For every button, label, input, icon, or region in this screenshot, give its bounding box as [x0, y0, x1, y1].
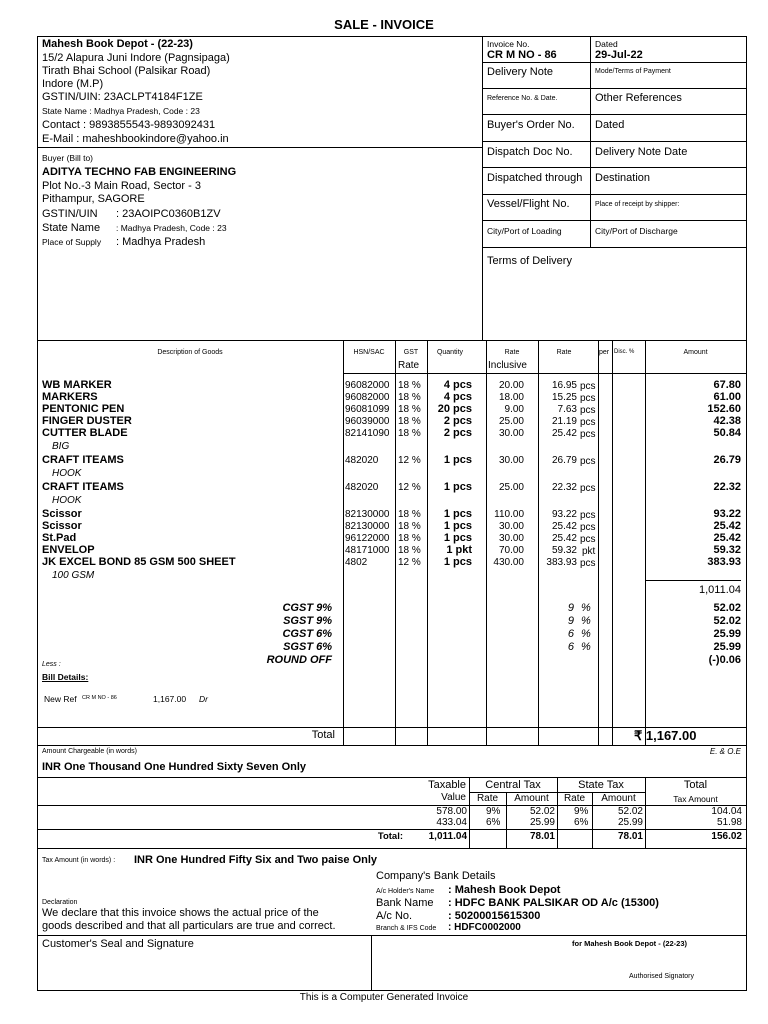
ts-central-rate: 6%: [486, 817, 501, 828]
item-gst-rate: 18 %: [398, 545, 421, 556]
item-per: pcs: [580, 429, 596, 440]
item-rate: 25.42: [551, 533, 577, 544]
account-holder: : Mahesh Book Depot: [448, 884, 561, 896]
item-note: 100 GSM: [52, 570, 95, 581]
ts-taxable: Taxable: [428, 779, 466, 791]
header-gst-rate: Rate: [398, 360, 420, 371]
item-description: Scissor: [42, 520, 82, 532]
item-quantity: 2 pcs: [443, 427, 472, 439]
item-rate-inclusive: 30.00: [498, 428, 524, 439]
item-description: ENVELOP: [42, 544, 95, 556]
divider: [482, 114, 746, 115]
ts-central-amount: 52.02: [529, 806, 555, 817]
item-description: JK EXCEL BOND 85 GSM 500 SHEET: [42, 556, 236, 568]
ts-rate: Rate: [563, 793, 586, 804]
order-dated: Dated: [595, 119, 625, 131]
ts-taxable-value: 433.04: [436, 817, 467, 828]
item-quantity: 4 pcs: [443, 379, 472, 391]
new-ref-amount: 1,167.00: [153, 694, 187, 704]
total-label: Total: [311, 729, 335, 741]
tax-rate: 9: [567, 615, 574, 627]
item-description: FINGER DUSTER: [42, 415, 132, 427]
item-hsn: 96082000: [345, 380, 390, 391]
item-amount: 25.42: [713, 520, 741, 532]
item-rate-inclusive: 25.00: [498, 416, 524, 427]
item-amount: 152.60: [707, 403, 741, 415]
dispatched-through: Dispatched through: [487, 172, 583, 184]
tax-label: CGST 9%: [282, 602, 332, 614]
tax-words-label: Tax Amount (in words) :: [42, 857, 116, 864]
tax-amount: 52.02: [713, 615, 741, 627]
item-hsn: 48171000: [345, 545, 390, 556]
ts-total-central: 78.01: [529, 831, 555, 842]
item-description: PENTONIC PEN: [42, 403, 125, 415]
ts-total: Total: [683, 779, 708, 791]
item-hsn: 82130000: [345, 509, 390, 520]
port-of-loading: City/Port of Loading: [487, 226, 562, 236]
item-rate-inclusive: 110.00: [494, 509, 524, 520]
header-disc: Disc. %: [614, 349, 635, 355]
item-rate: 25.42: [551, 521, 577, 532]
authorised-signatory: Authorised Signatory: [629, 973, 694, 980]
seller-name: Mahesh Book Depot - (22-23): [42, 38, 193, 50]
divider: [482, 62, 746, 63]
buyer-label: Buyer (Bill to): [42, 153, 94, 163]
item-quantity: 2 pcs: [443, 415, 472, 427]
item-rate: 26.79: [551, 455, 577, 466]
seller-address: 15/2 Alapura Juni Indore (Pagnsipaga): [42, 52, 230, 64]
item-description: CRAFT ITEAMS: [42, 481, 124, 493]
divider: [482, 194, 746, 195]
divider: [482, 167, 746, 168]
item-hsn: 482020: [345, 482, 379, 493]
amount-words-label: Amount Chargeable (in words): [42, 748, 137, 755]
footer-note: This is a Computer Generated Invoice: [299, 992, 469, 1003]
item-hsn: 96082000: [345, 392, 390, 403]
item-description: Scissor: [42, 508, 82, 520]
item-amount: 50.84: [713, 427, 741, 439]
tax-label: CGST 6%: [282, 628, 332, 640]
tax-percent: %: [581, 602, 591, 614]
other-references: Other References: [595, 92, 682, 104]
declaration-label: Declaration: [42, 899, 78, 906]
ts-amount: Amount: [514, 793, 549, 804]
tax-rate: 9: [567, 602, 574, 614]
item-note: HOOK: [52, 468, 82, 479]
item-amount: 383.93: [707, 556, 741, 568]
item-hsn: 4802: [345, 557, 368, 568]
item-quantity: 20 pcs: [437, 403, 472, 415]
item-amount: 22.32: [713, 481, 741, 493]
buyer-gstin-label: GSTIN/UIN: [42, 208, 98, 220]
tax-amount: (-)0.06: [708, 654, 741, 666]
item-rate: 15.25: [551, 392, 577, 403]
seller-contact: Contact : 9893855543-9893092431: [42, 119, 216, 131]
header-rate-inclusive: Rate: [504, 349, 520, 356]
header-gst: GST: [403, 349, 419, 356]
item-quantity: 1 pcs: [443, 508, 472, 520]
bank-title: Company's Bank Details: [376, 870, 496, 882]
item-rate: 93.22: [551, 509, 577, 520]
ts-state-rate: 9%: [574, 806, 589, 817]
item-rate-inclusive: 18.00: [498, 392, 524, 403]
delivery-note: Delivery Note: [487, 66, 554, 78]
ts-state-tax: State Tax: [578, 779, 624, 791]
seller-address: Tirath Bhai School (Palsikar Road): [42, 65, 211, 77]
tax-amount-in-words: INR One Hundred Fifty Six and Two paise Only: [134, 854, 378, 866]
for-company: for Mahesh Book Depot - (22-23): [571, 939, 687, 948]
grand-total: ₹ 1,167.00: [634, 728, 697, 743]
bill-details-label: Bill Details:: [42, 672, 89, 682]
item-rate-inclusive: 25.00: [498, 482, 524, 493]
item-quantity: 1 pcs: [443, 556, 472, 568]
tax-rate: 6: [567, 641, 574, 653]
buyer-address: Plot No.-3 Main Road, Sector - 3: [42, 180, 201, 192]
item-gst-rate: 12 %: [398, 557, 421, 568]
mode-terms: Mode/Terms of Payment: [595, 68, 671, 75]
item-hsn: 96122000: [345, 533, 390, 544]
divider: [482, 141, 746, 142]
declaration-text: We declare that this invoice shows the actual price of the: [42, 907, 319, 919]
item-rate: 7.63: [557, 404, 577, 415]
item-amount: 93.22: [713, 508, 741, 520]
invoice-no: CR M NO - 86: [487, 49, 557, 61]
item-amount: 61.00: [713, 391, 741, 403]
buyer-gstin: : 23AOIPC0360B1ZV: [116, 208, 221, 220]
buyer-state: : Madhya Pradesh, Code : 23: [116, 223, 227, 233]
item-rate-inclusive: 9.00: [504, 404, 524, 415]
reference-no: Reference No. & Date.: [487, 95, 558, 102]
buyers-order-no: Buyer's Order No.: [487, 119, 575, 131]
item-quantity: 1 pcs: [443, 481, 472, 493]
item-rate: 21.19: [551, 416, 577, 427]
header-per: per: [599, 349, 610, 356]
invoice-date: 29-Jul-22: [595, 49, 643, 61]
item-per: pcs: [580, 381, 596, 392]
item-gst-rate: 18 %: [398, 404, 421, 415]
item-gst-rate: 12 %: [398, 455, 421, 466]
header-amount: Amount: [683, 349, 708, 356]
buyer-name: ADITYA TECHNO FAB ENGINEERING: [42, 166, 237, 178]
item-per: pcs: [580, 558, 596, 569]
item-gst-rate: 12 %: [398, 482, 421, 493]
amount-in-words: INR One Thousand One Hundred Sixty Seven Only: [42, 761, 307, 773]
item-gst-rate: 18 %: [398, 392, 421, 403]
buyer-state-label: State Name: [42, 222, 101, 234]
tax-label: SGST 6%: [283, 641, 332, 653]
item-amount: 26.79: [713, 454, 741, 466]
ts-state-rate: 6%: [574, 817, 589, 828]
port-of-discharge: City/Port of Discharge: [595, 226, 678, 236]
item-amount: 25.42: [713, 532, 741, 544]
item-quantity: 1 pkt: [446, 544, 472, 556]
ts-total-tax: 156.02: [711, 831, 742, 842]
seller-email: E-Mail : maheshbookindore@yahoo.in: [42, 133, 229, 145]
buyer-address: Pithampur, SAGORE: [42, 193, 145, 205]
tax-percent: %: [581, 615, 591, 627]
vessel-flight-no: Vessel/Flight No.: [487, 198, 570, 210]
terms-of-delivery: Terms of Delivery: [487, 255, 572, 267]
ifsc-code: : HDFC0002000: [448, 922, 521, 933]
item-quantity: 4 pcs: [443, 391, 472, 403]
divider: [482, 247, 746, 248]
item-rate: 16.95: [551, 380, 577, 391]
header-quantity: Quantity: [436, 349, 464, 356]
seller-address: Indore (M.P): [42, 78, 104, 90]
item-gst-rate: 18 %: [398, 428, 421, 439]
new-ref-label: New Ref: [44, 694, 77, 704]
ts-total-taxable: 1,011.04: [428, 831, 467, 842]
item-per: pcs: [580, 522, 596, 533]
item-hsn: 82130000: [345, 521, 390, 532]
new-ref-dr: Dr: [199, 694, 208, 704]
new-ref-no: CR M NO - 86: [82, 695, 117, 701]
item-rate: 25.42: [551, 428, 577, 439]
item-gst-rate: 18 %: [398, 509, 421, 520]
item-rate-inclusive: 430.00: [493, 557, 524, 568]
item-rate-inclusive: 70.00: [498, 545, 524, 556]
ts-taxable-value: 578.00: [436, 806, 467, 817]
item-hsn: 96081099: [345, 404, 390, 415]
item-gst-rate: 18 %: [398, 521, 421, 532]
divider: [482, 220, 746, 221]
delivery-note-date: Delivery Note Date: [595, 146, 688, 158]
ts-total-state: 78.01: [617, 831, 643, 842]
ts-tax-amount: Tax Amount: [673, 794, 718, 804]
ts-amount: Amount: [601, 793, 636, 804]
ts-rate: Rate: [476, 793, 499, 804]
item-per: pkt: [582, 546, 596, 557]
item-per: pcs: [580, 417, 596, 428]
item-rate-inclusive: 20.00: [498, 380, 524, 391]
item-rate: 59.32: [551, 545, 577, 556]
item-amount: 67.80: [713, 379, 741, 391]
ifsc-label: Branch & IFS Code: [376, 925, 437, 932]
ts-central-rate: 9%: [486, 806, 501, 817]
tax-amount: 52.02: [713, 602, 741, 614]
dated-label: Dated: [595, 39, 618, 49]
subtotal: 1,011.04: [698, 584, 741, 596]
item-hsn: 96039000: [345, 416, 390, 427]
eoe: E. & O.E: [709, 747, 741, 756]
ts-total-tax-amount: 104.04: [711, 806, 742, 817]
ts-state-amount: 52.02: [617, 806, 643, 817]
item-hsn: 482020: [345, 455, 379, 466]
item-rate: 22.32: [551, 482, 577, 493]
account-no: : 50200015615300: [448, 910, 541, 922]
holder-label: A/c Holder's Name: [376, 888, 435, 895]
divider: [482, 88, 746, 89]
place-of-supply: : Madhya Pradesh: [116, 236, 206, 248]
header-description: Description of Goods: [157, 349, 223, 356]
ts-central-tax: Central Tax: [485, 779, 541, 791]
tax-amount: 25.99: [713, 641, 741, 653]
item-per: pcs: [580, 534, 596, 545]
item-description: MARKERS: [42, 391, 98, 403]
ts-value: Value: [441, 792, 466, 803]
dispatch-doc-no: Dispatch Doc No.: [487, 146, 573, 158]
seller-gstin: GSTIN/UIN: 23ACLPT4184F1ZE: [42, 91, 203, 103]
declaration-text: goods described and that all particulars are true and correct.: [42, 920, 336, 932]
ts-total-tax-amount: 51.98: [716, 817, 742, 828]
item-rate-inclusive: 30.00: [498, 455, 524, 466]
item-description: CUTTER BLADE: [42, 427, 128, 439]
item-gst-rate: 18 %: [398, 416, 421, 427]
ts-total-label: Total:: [377, 831, 403, 842]
seller-state: State Name : Madhya Pradesh, Code : 23: [42, 106, 200, 116]
ts-central-amount: 25.99: [529, 817, 555, 828]
tax-rate: 6: [567, 628, 574, 640]
item-gst-rate: 18 %: [398, 533, 421, 544]
item-rate: 383.93: [546, 557, 577, 568]
destination: Destination: [595, 172, 651, 184]
tax-percent: %: [581, 628, 591, 640]
item-amount: 42.38: [713, 415, 741, 427]
item-per: pcs: [580, 483, 596, 494]
header-inclusive: Inclusive: [488, 360, 527, 371]
item-quantity: 1 pcs: [443, 532, 472, 544]
invoice-title: SALE - INVOICE: [334, 17, 434, 32]
header-rate: Rate: [556, 349, 572, 356]
item-quantity: 1 pcs: [443, 454, 472, 466]
less-label: Less :: [42, 661, 61, 668]
tax-label: ROUND OFF: [266, 654, 332, 666]
customer-seal-signature: Customer's Seal and Signature: [42, 938, 194, 950]
header-hsn: HSN/SAC: [353, 349, 385, 356]
item-note: BIG: [52, 441, 70, 452]
item-description: WB MARKER: [42, 379, 112, 391]
ts-state-amount: 25.99: [617, 817, 643, 828]
place-of-supply-label: Place of Supply: [42, 237, 102, 247]
item-description: CRAFT ITEAMS: [42, 454, 124, 466]
acno-label: A/c No.: [376, 910, 413, 922]
item-per: pcs: [580, 405, 596, 416]
tax-label: SGST 9%: [283, 615, 332, 627]
item-hsn: 82141090: [345, 428, 390, 439]
tax-percent: %: [581, 641, 591, 653]
item-description: St.Pad: [42, 532, 77, 544]
item-amount: 59.32: [713, 544, 741, 556]
item-per: pcs: [580, 510, 596, 521]
tax-amount: 25.99: [713, 628, 741, 640]
place-of-receipt: Place of receipt by shipper:: [595, 201, 680, 208]
item-gst-rate: 18 %: [398, 380, 421, 391]
item-rate-inclusive: 30.00: [498, 521, 524, 532]
bank-name: : HDFC BANK PALSIKAR OD A/c (15300): [448, 897, 659, 909]
bank-name-label: Bank Name: [376, 897, 434, 909]
item-note: HOOK: [52, 495, 82, 506]
item-per: pcs: [580, 393, 596, 404]
item-per: pcs: [580, 456, 596, 467]
item-quantity: 1 pcs: [443, 520, 472, 532]
item-rate-inclusive: 30.00: [498, 533, 524, 544]
invoice-no-label: Invoice No.: [487, 39, 530, 49]
